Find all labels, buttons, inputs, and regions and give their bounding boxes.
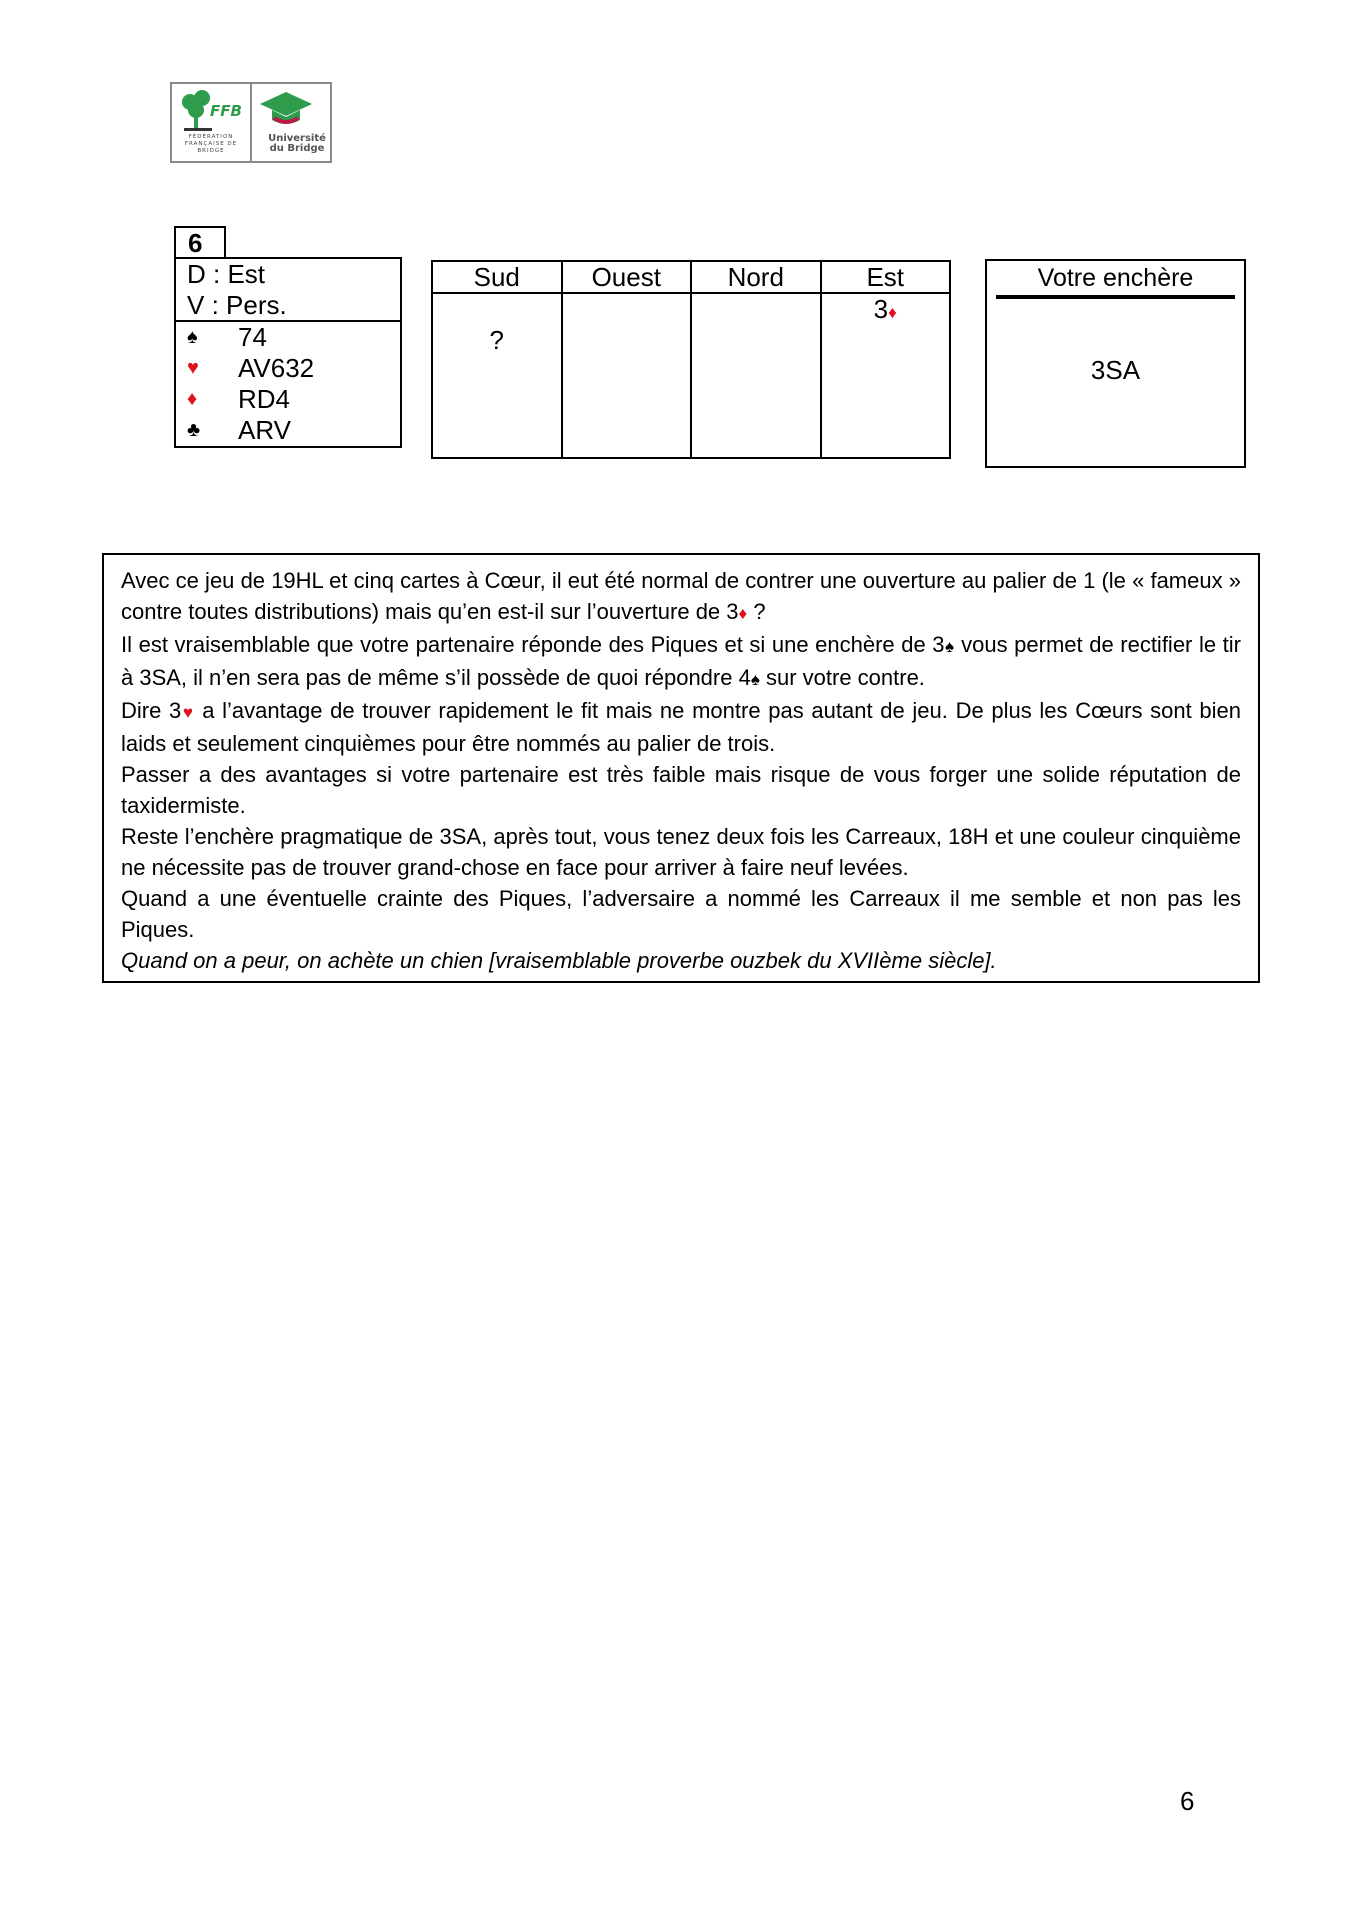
bidding-column-est: [821, 293, 951, 458]
universite-logo: [250, 84, 330, 161]
spade-icon: ♠: [944, 637, 955, 656]
bidding-header-nord: Nord: [691, 261, 821, 293]
suit-row-spades: [187, 322, 400, 353]
bidding-body-row: [432, 293, 950, 458]
bidding-header-sud: Sud: [432, 261, 562, 293]
heart-cards: AV632: [238, 353, 315, 383]
commentary-proverb: Quand on a peur, on achète un chien [vraisemblable proverbe ouzbek du XVIIème siècle].: [121, 948, 997, 973]
commentary-paragraph: [121, 565, 1241, 629]
diamond-icon: ♦: [888, 303, 897, 322]
est-bid: [822, 294, 950, 325]
bidding-column-sud: [432, 293, 562, 458]
ffb-universite-logo: [170, 82, 332, 163]
bidding-table: [431, 260, 951, 459]
ffb-logo: [172, 84, 250, 161]
vulnerability-label: V : Pers.: [187, 290, 287, 320]
diamond-icon: ♦: [187, 388, 198, 410]
suit-row-clubs: [187, 415, 400, 446]
universite-logo-text: Université du Bridge: [268, 133, 326, 154]
diamond-icon: ♦: [738, 604, 748, 623]
commentary-text: Dire 3: [121, 698, 182, 723]
spade-cards: 74: [238, 322, 267, 352]
bidding-header-row: [432, 261, 950, 293]
suit-row-diamonds: [187, 384, 400, 415]
commentary-text: ?: [747, 599, 766, 624]
graduation-cap-icon: [258, 88, 314, 132]
heart-icon: ♥: [187, 357, 199, 379]
dealer-label: D : Est: [187, 259, 266, 289]
spade-icon: ♠: [750, 670, 760, 689]
commentary-text: Avec ce jeu de 19HL et cinq cartes à Cœur, il eut été normal de contrer une ouverture au palier de 1 (le « fameux » contre toutes distributions) mais qu’en est-il sur l’ouverture de 3: [121, 568, 1241, 624]
page-number: 6: [1180, 1786, 1195, 1816]
bidding-column-ouest: [562, 293, 692, 458]
commentary-text: vous permet de rectifier le tir à 3SA, il n’en sera pas de même s’il possède de quoi répondre 4: [121, 632, 1241, 690]
commentary-paragraph: [121, 629, 1241, 695]
spade-icon: ♠: [187, 326, 198, 348]
answer-title: Votre enchère: [996, 261, 1235, 299]
suit-row-hearts: [187, 353, 400, 384]
commentary-paragraph: Quand a une éventuelle crainte des Piques, l’adversaire a nommé les Carreaux il me semble et non pas les Piques.: [121, 886, 1241, 942]
deal-number: 6: [174, 226, 226, 257]
sud-bid: ?: [489, 325, 504, 355]
commentary-text: sur votre contre.: [759, 665, 925, 690]
commentary-text: Il est vraisemblable que votre partenaire réponde des Piques et si une enchère de 3: [121, 632, 945, 657]
commentary-box: [102, 553, 1260, 983]
ffb-logo-text: FFB: [210, 102, 242, 120]
commentary-paragraph: [121, 695, 1241, 759]
club-icon: ♣: [187, 419, 201, 441]
commentary-paragraph: Reste l’enchère pragmatique de 3SA, après tout, vous tenez deux fois les Carreaux, 18H et une couleur cinquième ne nécessite pas de trouver grand-chose en face pour arriver à faire neuf levées.: [121, 824, 1241, 880]
bidding-column-nord: [691, 293, 821, 458]
answer-box: [985, 259, 1246, 468]
commentary-paragraph: Passer a des avantages si votre partenaire est très faible mais risque de vous forger une solide réputation de taxidermiste.: [121, 762, 1241, 818]
hand-info: [176, 259, 400, 322]
bidding-header-est: Est: [821, 261, 951, 293]
hand-suits: [176, 322, 400, 446]
answer-value: 3SA: [1090, 355, 1141, 385]
heart-icon: ♥: [181, 703, 195, 722]
est-bid-level: 3: [873, 294, 889, 324]
diamond-cards: RD4: [238, 384, 291, 414]
ffb-logo-subtitle: FÉDÉRATION FRANÇAISE DE BRIDGE: [184, 134, 238, 154]
commentary-text: a l’avantage de trouver rapidement le fit mais ne montre pas autant de jeu. De plus les Cœurs sont bien laids et seulement cinquièmes pour être nommés au palier de trois.: [121, 698, 1241, 756]
hand-box: [174, 257, 402, 448]
bidding-header-ouest: Ouest: [562, 261, 692, 293]
club-cards: ARV: [238, 415, 291, 445]
